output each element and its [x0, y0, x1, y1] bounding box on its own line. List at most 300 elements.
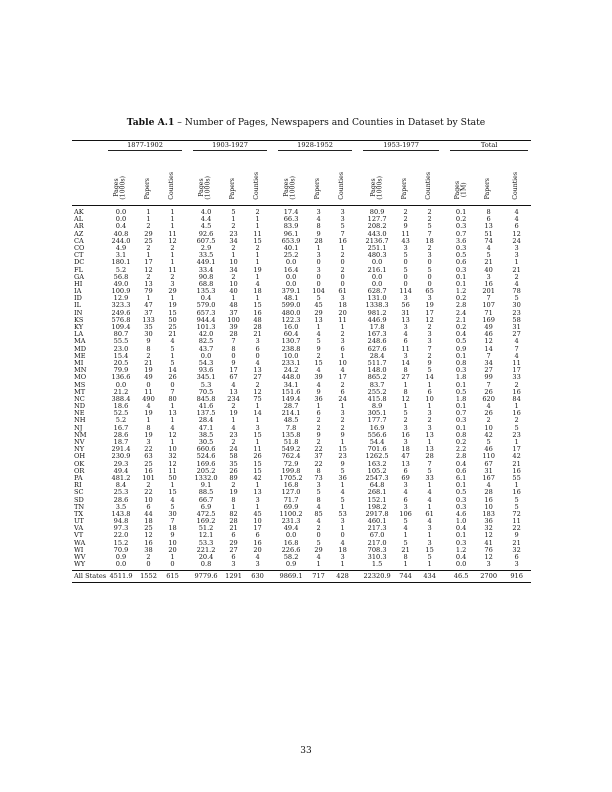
table-cell: 1 [340, 438, 345, 446]
table-cell: 28 [314, 236, 323, 245]
table-cell: 217.3 [367, 524, 387, 533]
table-cell: 3 [316, 265, 321, 274]
table-cell: 51.8 [283, 438, 299, 446]
table-cell: 0.8 [455, 430, 467, 439]
table-cell: 11 [338, 315, 347, 324]
table-cell: 16.8 [283, 538, 299, 547]
table-cell: 79.9 [113, 366, 129, 375]
table-cell: 11 [168, 265, 177, 274]
table-cell: 13 [401, 459, 410, 468]
table-cell: 9 [316, 387, 321, 396]
table-cell: 56 [401, 301, 410, 310]
table-cell: 8.4 [115, 481, 127, 490]
table-cell: 0.7 [455, 409, 467, 418]
column-header-label: Pages (1000s) [198, 176, 213, 200]
table-cell: 3 [316, 251, 321, 260]
column-header [105, 152, 137, 206]
column-header [222, 152, 245, 206]
table-cell: 2700 [475, 571, 502, 582]
table-cell: 41.6 [198, 402, 214, 411]
table-cell: 4 [427, 495, 432, 504]
table-cell: 23 [512, 430, 521, 439]
state-label: ID [74, 294, 82, 303]
table-cell: 205.2 [196, 466, 216, 475]
table-cell: 490 [142, 394, 155, 403]
table-cell: 0 [403, 258, 408, 267]
table-cell: 66.3 [283, 215, 299, 224]
table-cell: 576.8 [111, 315, 131, 324]
table-cell: 0.0 [371, 272, 383, 281]
state-label: IL [74, 301, 81, 310]
table-cell: 136.6 [111, 373, 131, 382]
table-cell: 80.9 [360, 206, 394, 217]
period-header-label: 1877-1902 [108, 142, 182, 151]
table-cell: 23 [229, 229, 238, 238]
table-cell: 14 [484, 344, 493, 353]
table-cell: 19 [168, 301, 177, 310]
table-cell: 28.4 [369, 351, 385, 360]
table-cell: 2 [486, 416, 491, 425]
table-cell: 1 [255, 258, 260, 267]
column-header-label: Counties [425, 172, 433, 200]
table-cell: 60.4 [283, 330, 299, 339]
table-cell: 104 [312, 287, 325, 296]
table-cell: 0 [255, 351, 260, 360]
table-cell: 130.7 [281, 337, 301, 346]
table-cell: 58.2 [283, 553, 299, 561]
table-cell: 217.0 [367, 538, 387, 547]
column-header [475, 152, 502, 206]
table-cell: 9 [340, 459, 345, 468]
table-cell: 10 [253, 517, 262, 526]
table-cell: 27 [401, 373, 410, 382]
table-cell: 18.6 [113, 402, 129, 411]
table-cell: 1 [340, 402, 345, 411]
state-label: ME [74, 351, 86, 360]
table-cell: 4.9 [115, 243, 127, 252]
table-cell: 17 [253, 524, 262, 533]
table-cell: 3 [427, 251, 432, 260]
table-cell: 1.8 [455, 373, 467, 382]
table-cell: 5 [316, 488, 321, 497]
table-cell: 4 [514, 215, 519, 224]
table-cell: 0 [316, 531, 321, 540]
table-cell: 1 [231, 294, 236, 303]
column-header-label: Pages (1000s) [283, 176, 298, 200]
table-cell: 15 [314, 358, 323, 367]
column-header [275, 152, 307, 206]
table-cell: 94.8 [113, 517, 129, 526]
table-cell: 653.9 [281, 236, 301, 245]
table-cell: 2 [231, 438, 236, 446]
table-cell: 41 [484, 538, 493, 547]
table-cell: 1 [255, 438, 260, 446]
table-cell: 151.6 [281, 387, 301, 396]
state-label: WY [74, 560, 86, 569]
table-cell: 39 [229, 323, 238, 331]
table-cell: 0.1 [455, 531, 467, 540]
table-cell: 29 [144, 229, 153, 238]
state-label: NY [74, 445, 85, 454]
table-cell: 169.2 [196, 517, 216, 526]
table-cell: 1 [255, 222, 260, 231]
table-cell: 9 [427, 358, 432, 367]
table-cell: 32 [484, 524, 493, 533]
table-cell: 615 [160, 571, 185, 582]
table-cell: 1 [137, 206, 160, 217]
table-cell: 5 [427, 222, 432, 231]
table-cell: 16 [338, 236, 347, 245]
table-cell: 12 [168, 459, 177, 468]
table-cell: 67.0 [369, 531, 385, 540]
table-cell: 4.6 [455, 509, 467, 518]
table-cell: 6.9 [200, 502, 212, 511]
table-cell: 305.1 [367, 409, 387, 418]
table-cell: 21 [229, 524, 238, 533]
table-cell: 34.1 [283, 380, 299, 389]
table-cell: 2 [245, 206, 270, 217]
table-cell: 1 [146, 215, 151, 224]
table-cell: 1 [427, 481, 432, 490]
table-cell: 90.8 [198, 272, 214, 281]
state-label: MI [74, 358, 84, 367]
table-cell: 0 [170, 380, 175, 389]
table-cell: 16.7 [113, 423, 129, 432]
table-cell: 89 [229, 473, 238, 482]
table-cell: 2 [340, 330, 345, 339]
table-cell: 67 [229, 373, 238, 382]
table-cell: 65 [425, 287, 434, 296]
state-label: FL [74, 265, 83, 274]
state-label: SC [74, 488, 84, 497]
table-cell: 291.4 [111, 445, 131, 454]
table-cell: 1 [170, 215, 175, 224]
table-cell: 32 [168, 452, 177, 461]
table-cell: 9779.6 [190, 571, 222, 582]
table-cell: 201 [482, 287, 495, 296]
column-header-label: Counties [512, 172, 520, 200]
table-cell: 15 [253, 466, 262, 475]
table-cell: 79 [144, 287, 153, 296]
table-cell: 2 [340, 251, 345, 260]
table-cell: 0.1 [455, 481, 467, 490]
table-cell: 51.2 [198, 524, 214, 533]
table-cell: 36 [338, 473, 347, 482]
table-cell: 43.7 [198, 344, 214, 353]
table-cell: 4 [486, 402, 491, 411]
table-cell: 2.9 [200, 243, 212, 252]
table-cell: 255.2 [367, 387, 387, 396]
table-cell: 30 [144, 330, 153, 339]
table-cell: 2 [427, 416, 432, 425]
table-cell: 1 [231, 416, 236, 425]
table-cell: 5 [427, 466, 432, 475]
table-cell: 5 [514, 502, 519, 511]
table-cell: 3 [340, 409, 345, 418]
table-cell: 101 [142, 473, 155, 482]
table-cell: 12 [144, 531, 153, 540]
state-label: CO [74, 243, 85, 252]
table-cell: 2917.8 [365, 509, 389, 518]
table-cell: 3.6 [455, 236, 467, 245]
table-cell: 230.9 [111, 452, 131, 461]
table-cell: 26 [484, 409, 493, 418]
table-cell: 107 [482, 301, 495, 310]
table-cell: 0.8 [200, 560, 212, 569]
table-cell: 17 [338, 373, 347, 382]
table-cell: 6 [403, 495, 408, 504]
table-cell: 0.4 [455, 330, 467, 339]
table-cell: 2 [231, 402, 236, 411]
table-cell: 981.2 [367, 308, 387, 317]
table-cell: 1100.2 [279, 509, 303, 518]
table-cell: 2 [316, 416, 321, 425]
table-cell: 1 [170, 258, 175, 267]
state-label: HI [74, 279, 83, 288]
table-cell: 0.0 [285, 258, 297, 267]
table-cell: 143.8 [111, 509, 131, 518]
table-cell: 1 [170, 553, 175, 561]
table-cell: 46.5 [447, 571, 475, 582]
table-cell: 82 [229, 509, 238, 518]
table-cell: 3 [403, 323, 408, 331]
table-cell: 9 [403, 222, 408, 231]
total-row [72, 571, 531, 582]
table-cell: 226.6 [281, 545, 301, 554]
table-cell: 2 [340, 416, 345, 425]
table-cell: 6 [340, 344, 345, 353]
table-cell: 32 [512, 545, 521, 554]
table-cell: 4511.9 [105, 571, 137, 582]
table-cell: 15 [253, 430, 262, 439]
state-label: UT [74, 517, 84, 526]
table-cell: 21 [512, 459, 521, 468]
table-cell: 198.2 [367, 502, 387, 511]
table-cell: 9 [514, 531, 519, 540]
table-cell: 1.5 [371, 560, 383, 569]
table-cell: 627.6 [367, 344, 387, 353]
table-cell: 4 [316, 553, 321, 561]
table-cell: 29 [229, 538, 238, 547]
table-cell: 3 [255, 560, 260, 569]
table-cell: 1 [255, 272, 260, 281]
table-cell: 14 [425, 373, 434, 382]
table-cell: 8 [146, 423, 151, 432]
table-cell: 40 [484, 265, 493, 274]
table-cell: 4 [255, 279, 260, 288]
table-cell: 4 [427, 517, 432, 526]
table-cell: 19 [144, 366, 153, 375]
table-cell: 0.4 [455, 459, 467, 468]
table-cell: 69 [401, 473, 410, 482]
table-cell: 0.9 [115, 553, 127, 561]
table-cell: 47 [401, 452, 410, 461]
table-cell: 37 [229, 308, 238, 317]
table-cell: 3 [307, 206, 330, 217]
table-cell: 6 [427, 387, 432, 396]
column-header-label: Papers [484, 178, 492, 200]
state-label: AL [74, 215, 84, 224]
table-cell: 480.0 [281, 308, 301, 317]
table-cell: 18.7 [113, 438, 129, 446]
table-cell: 2.8 [455, 452, 467, 461]
table-cell: 33 [512, 373, 521, 382]
table-cell: 12 [144, 265, 153, 274]
table-cell: 1 [427, 402, 432, 411]
table-cell: 83.7 [369, 380, 385, 389]
table-cell: 0 [170, 560, 175, 569]
table-cell: 1 [255, 251, 260, 260]
column-header [502, 152, 531, 206]
table-cell: 31 [512, 323, 521, 331]
table-cell: 3 [427, 330, 432, 339]
table-cell: 2 [316, 524, 321, 533]
table-cell: 449.1 [196, 258, 216, 267]
table-cell: 25 [144, 524, 153, 533]
table-cell: 4 [316, 502, 321, 511]
table-cell: 52.5 [113, 409, 129, 418]
table-cell: 556.6 [367, 430, 387, 439]
table-cell: 448.0 [281, 373, 301, 382]
table-cell: 28 [229, 330, 238, 339]
table-cell: 24 [512, 236, 521, 245]
table-cell: 38 [144, 545, 153, 554]
table-cell: 5 [316, 337, 321, 346]
table-cell: 7.8 [285, 423, 297, 432]
table-cell: 9 [316, 430, 321, 439]
state-label: NV [74, 438, 85, 446]
table-cell: 620 [482, 394, 495, 403]
state-label: MN [74, 366, 87, 375]
table-cell: 0 [146, 380, 151, 389]
table-cell: 28.7 [283, 402, 299, 411]
table-cell: 11 [168, 466, 177, 475]
table-cell: 3 [340, 215, 345, 224]
table-cell: 18 [253, 287, 262, 296]
table-cell: 46 [484, 330, 493, 339]
state-label: MT [74, 387, 86, 396]
table-cell: 47.1 [198, 423, 214, 432]
corner-cell [72, 141, 105, 153]
table-cell: 9 [170, 531, 175, 540]
table-cell: 579.0 [196, 301, 216, 310]
table-cell: 244.0 [111, 236, 131, 245]
table-cell: 1 [146, 251, 151, 260]
table-cell: 12 [168, 430, 177, 439]
table-cell: 63 [144, 452, 153, 461]
table-cell: 0 [340, 272, 345, 281]
table-cell: 92.6 [198, 229, 214, 238]
table-cell: 762.4 [281, 452, 301, 461]
table-cell: 2 [146, 222, 151, 231]
table-cell: 17 [425, 308, 434, 317]
table-cell: 0.0 [115, 560, 127, 569]
table-cell: 2 [170, 243, 175, 252]
state-label: NH [74, 416, 86, 425]
table-cell: 49 [484, 323, 493, 331]
table-cell: 0.0 [200, 351, 212, 360]
table-cell: 45 [314, 301, 323, 310]
table-cell: 48 [229, 301, 238, 310]
table-cell: 73 [314, 473, 323, 482]
table-label: Table A.1 [126, 117, 175, 128]
table-cell: 28.4 [198, 416, 214, 425]
table-cell: 19 [229, 488, 238, 497]
table-cell: 249.6 [111, 308, 131, 317]
table-cell: 10 [484, 423, 493, 432]
table-cell: 1 [340, 481, 345, 490]
table-cell: 1 [146, 294, 151, 303]
table-cell: 16 [512, 409, 521, 418]
table-cell: 16 [253, 308, 262, 317]
table-cell: 446.9 [367, 315, 387, 324]
table-cell: 5 [403, 251, 408, 260]
table-cell: 15 [168, 488, 177, 497]
table-cell: 27 [229, 545, 238, 554]
table-cell: 42 [484, 430, 493, 439]
table-cell: 2136.7 [365, 236, 389, 245]
table-cell: 1 [514, 438, 519, 446]
table-cell: 1 [255, 502, 260, 511]
table-cell: 0.3 [455, 366, 467, 375]
table-cell: 9 [146, 337, 151, 346]
state-label: WA [74, 538, 86, 547]
table-cell: 944.4 [196, 315, 216, 324]
table-cell: 88.5 [198, 488, 214, 497]
table-cell: 345.1 [196, 373, 216, 382]
column-header [417, 152, 442, 206]
table-cell: 0.8 [455, 358, 467, 367]
table-cell: 2 [231, 222, 236, 231]
table-cell: 3 [427, 409, 432, 418]
table-cell: 2 [170, 272, 175, 281]
table-cell: 8 [316, 222, 321, 231]
table-cell: 0.2 [455, 323, 467, 331]
table-cell: 2 [146, 553, 151, 561]
table-cell: 28 [229, 517, 238, 526]
table-cell: 3 [403, 502, 408, 511]
table-cell: 1 [255, 416, 260, 425]
table-cell: 0.5 [455, 337, 467, 346]
table-cell: 0.1 [455, 380, 467, 389]
table-cell: 2 [146, 481, 151, 490]
state-label: NE [74, 409, 85, 418]
table-cell: 48 [253, 315, 262, 324]
table-cell: 0.9 [285, 560, 297, 569]
table-cell: 7 [486, 351, 491, 360]
table-cell: 34 [229, 236, 238, 245]
table-cell: 8 [403, 387, 408, 396]
table-cell: 2 [231, 272, 236, 281]
state-label: TN [74, 502, 85, 511]
table-cell: 7 [170, 517, 175, 526]
table-cell: 25 [144, 459, 153, 468]
table-cell: 0.0 [371, 279, 383, 288]
state-label: WV [74, 553, 86, 561]
table-cell: 0.2 [455, 294, 467, 303]
table-cell: 0.0 [455, 560, 467, 569]
table-cell: 0.9 [455, 344, 467, 353]
table-cell: 4 [255, 358, 260, 367]
table-cell: 4 [514, 337, 519, 346]
table-cell: 20 [168, 545, 177, 554]
table-cell: 233.1 [281, 358, 301, 367]
table-cell: 49 [144, 373, 153, 382]
table-cell: 82.5 [198, 337, 214, 346]
table-cell: 4 [486, 481, 491, 490]
table-cell: 4 [316, 215, 321, 224]
table-cell: 137.5 [196, 409, 216, 418]
